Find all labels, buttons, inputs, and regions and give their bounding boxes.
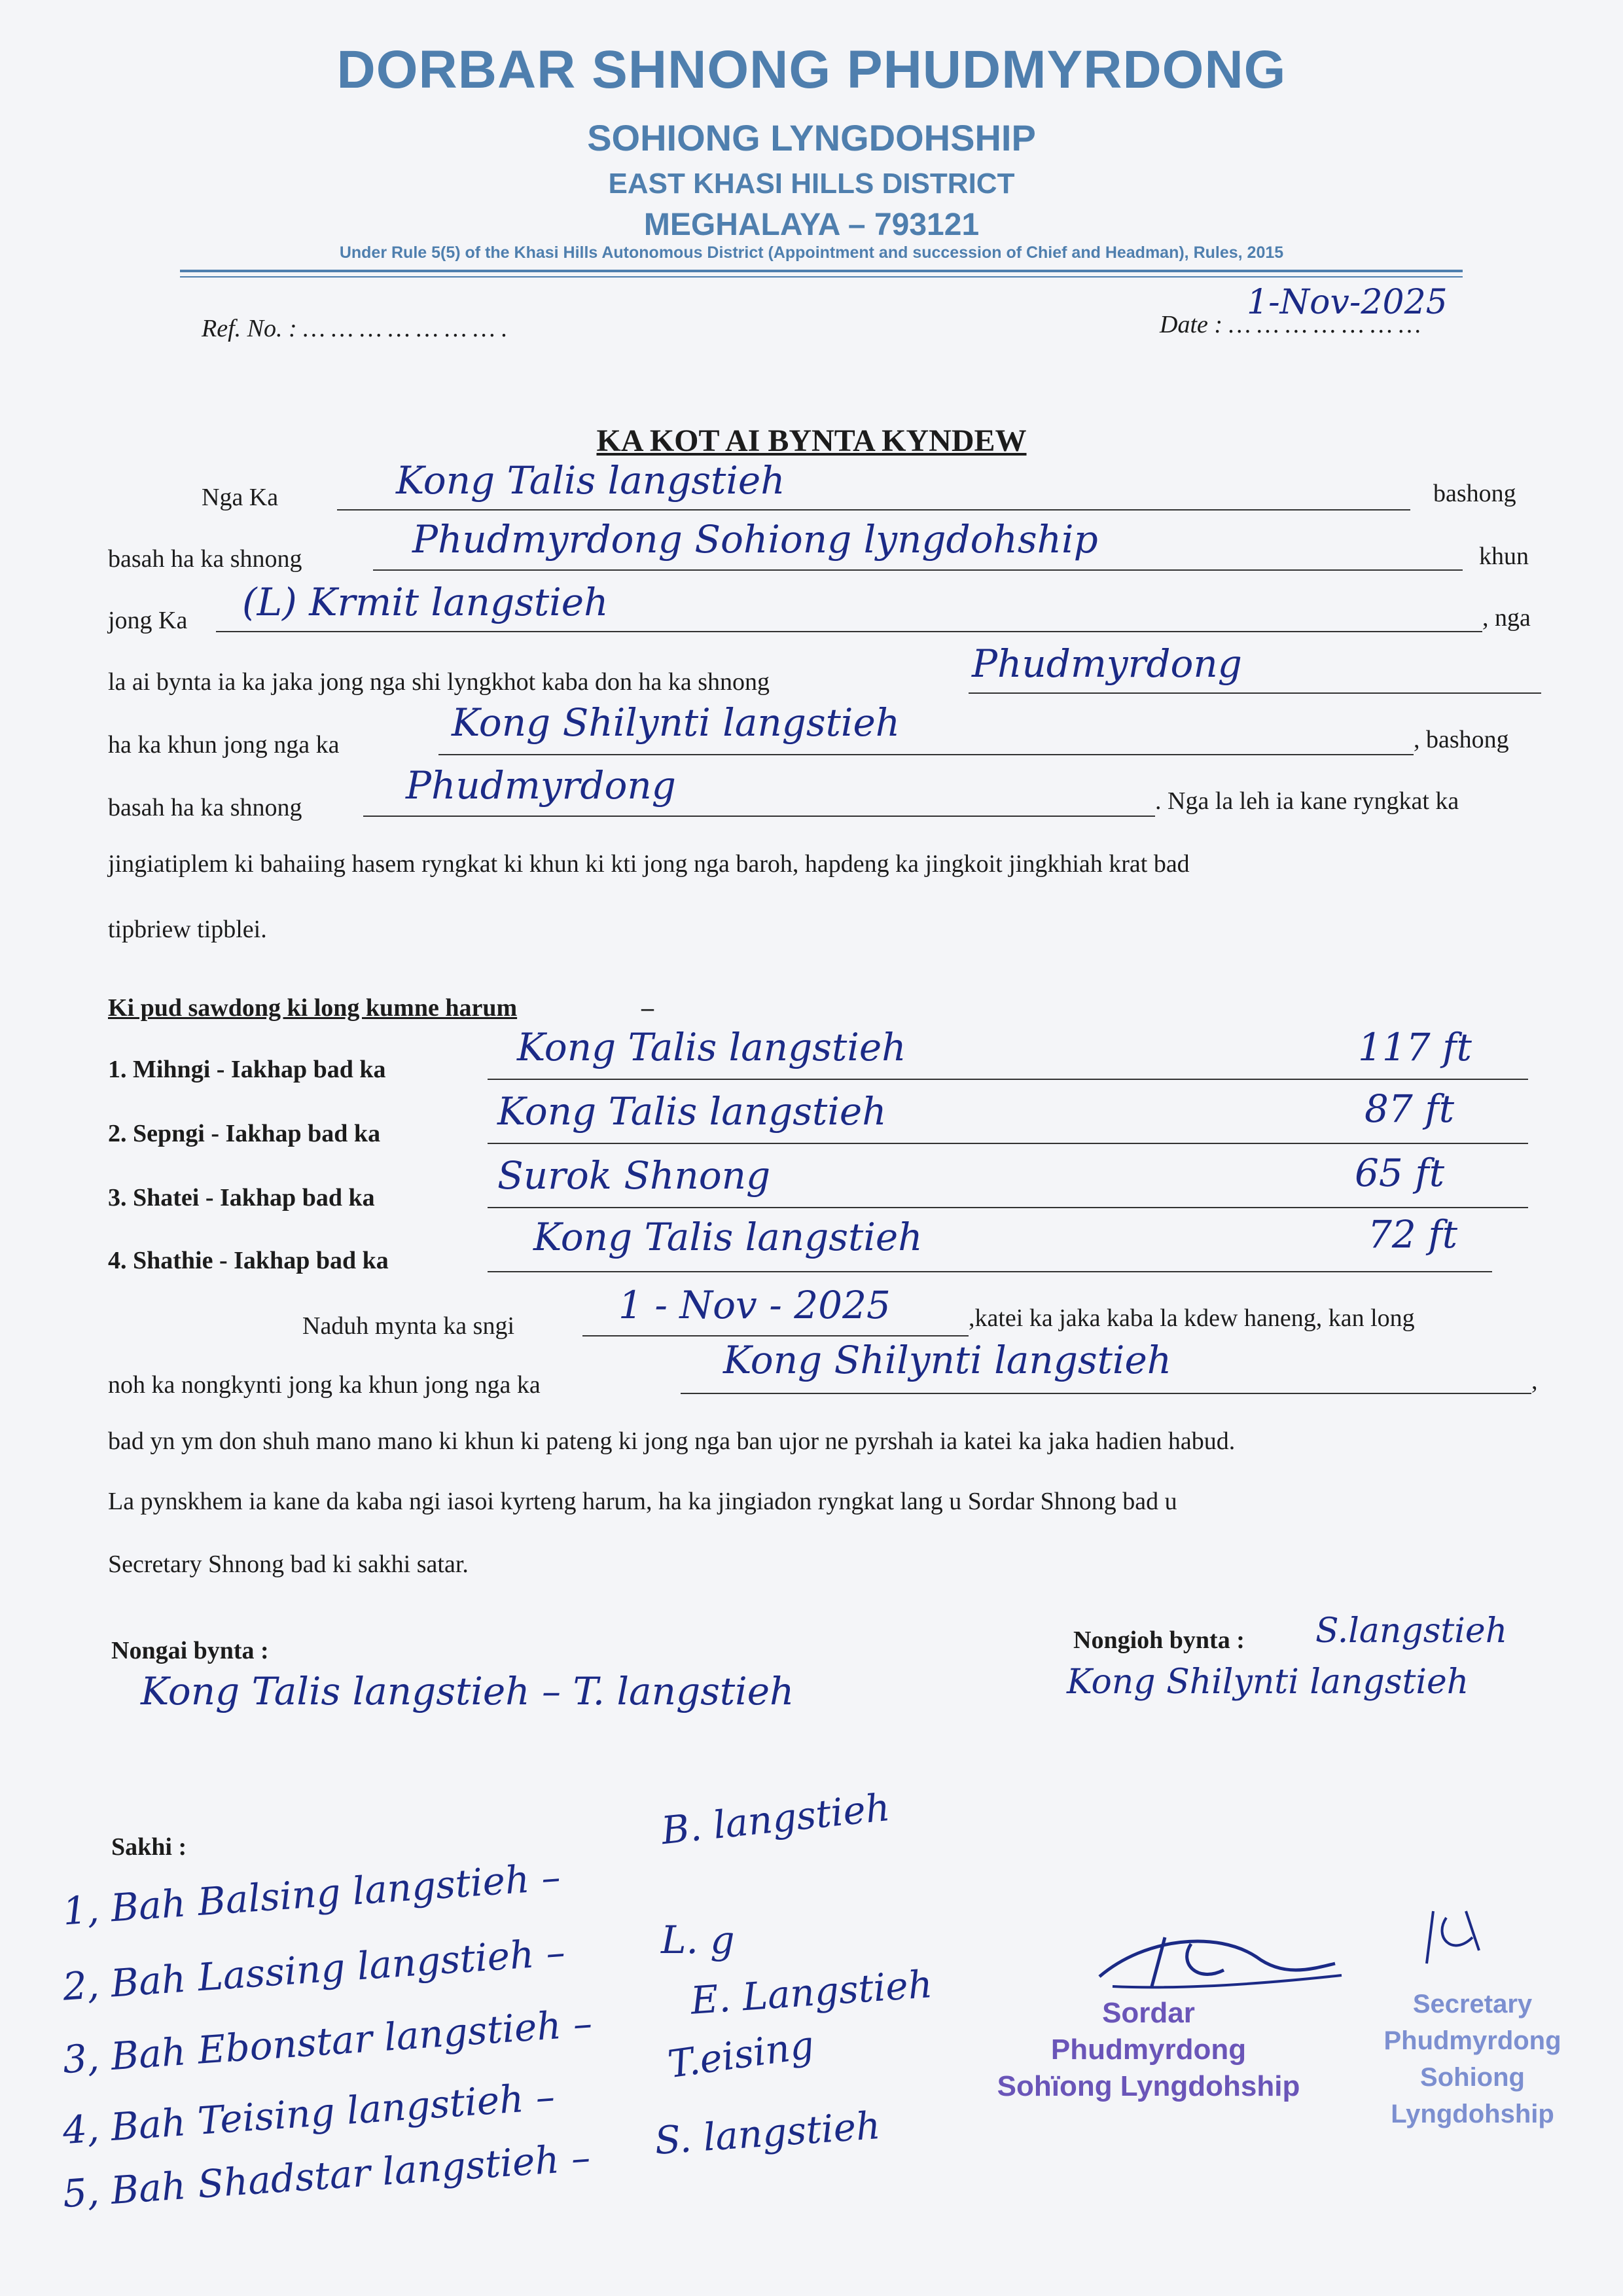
secretary-stamp-line2: Phudmyrdong [1383,2026,1561,2055]
letterhead-rule-reference: Under Rule 5(5) of the Khasi Hills Autonomous District (Appointment and succession of Chief and Headman), Rules, 2015 [339,243,1284,262]
line4-blank [969,692,1541,694]
witness-1-signature: B. langstieh [659,1784,893,1854]
witness-4-name: 4, Bah Teising langstieh – [61,2073,556,2153]
para-line1-suffix: ,katei ka jaka kaba la kdew haneng, kan long [969,1304,1415,1332]
line1-prefix: Nga Ka [202,484,279,511]
line3-value: (L) Krmit langstieh [242,580,609,624]
boundary-north-value: Surok Shnong [497,1153,771,1198]
boundary-north-measure: 65 ft [1355,1151,1445,1195]
date-label: Date : … … … … … … … [1160,311,1421,338]
witness-1-name: 1, Bah Balsing langstieh – [61,1854,562,1934]
date-value: 1-Nov-2025 [1247,283,1448,322]
line6-blank [363,816,1155,817]
boundary-east-label: 1. Mihngi - Iakhap bad ka [108,1056,386,1083]
line6-suffix: . Nga la leh ia kane ryngkat ka [1155,787,1459,815]
line2-suffix: khun [1479,543,1529,570]
boundary-east-blank [488,1079,1528,1080]
boundary-west-measure: 87 ft [1364,1086,1455,1131]
para-line2-suffix: , [1531,1367,1538,1395]
giver-label: Nongai bynta : [111,1637,269,1664]
boundaries-title: Ki pud sawdong ki long kumne harum [108,994,518,1022]
secretary-stamp-line1: Secretary [1412,1990,1533,2018]
para-line1-value: 1 - Nov - 2025 [618,1283,891,1327]
line4-value: Phudmyrdong [972,641,1242,686]
para-line4-text: La pynskhem ia kane da kaba ngi iasoi kyrteng harum, ha ka jingiadon ryngkat lang u Sordar Shnong bad u [108,1488,1177,1515]
boundary-south-label: 4. Shathie - Iakhap bad ka [108,1247,389,1274]
line3-blank [216,631,1482,632]
letterhead-divider-bottom [180,276,1463,278]
receiver-signature: S.langstieh [1315,1611,1508,1651]
line3-prefix: jong Ka [108,607,188,634]
letterhead-title: DORBAR SHNONG PHUDMYRDONG [336,40,1287,99]
line5-suffix: , bashong [1414,726,1509,753]
witness-5-name: 5, Bah Shadstar langstieh – [61,2134,592,2217]
boundary-east-value: Kong Talis langstieh [517,1025,906,1069]
boundary-south-value: Kong Talis langstieh [533,1215,923,1259]
line1-suffix: bashong [1433,480,1516,507]
secretary-stamp [1335,1986,1610,2132]
para-line3-text: bad yn ym don shuh mano mano ki khun ki pateng ki jong nga ban ujor ne pyrshah ia katei ka jaka hadien habud. [108,1427,1236,1455]
para-line5-text: Secretary Shnong bad ki sakhi satar. [108,1551,469,1578]
ref-number-label: Ref. No. : … … … … … … … . [202,315,508,342]
line1-blank [337,509,1410,511]
boundary-north-blank [488,1207,1528,1208]
boundary-north-label: 3. Shatei - Iakhap bad ka [108,1184,375,1211]
line8-text: tipbriew tipblei. [108,916,267,943]
line2-value: Phudmyrdong Sohiong lyngdohship [412,517,1098,562]
line2-blank [373,569,1463,571]
boundaries-title-dash: – [641,994,654,1022]
sordar-signature-mark [1086,1924,1348,2003]
boundary-east-measure: 117 ft [1358,1025,1472,1069]
para-line2-blank [681,1393,1531,1394]
para-line2-prefix: noh ka nongkynti jong ka khun jong nga ka [108,1371,541,1399]
secretary-stamp-line3: Sohiong Lyngdohship [1391,2063,1554,2128]
boundary-west-value: Kong Talis langstieh [497,1089,887,1134]
secretary-signature-mark [1407,1898,1492,1977]
document-heading: KA KOT AI BYNTA KYNDEW [596,423,1027,458]
boundary-south-blank [488,1271,1492,1272]
witness-2-signature: L. g [661,1918,735,1962]
letterhead-subtitle-district: EAST KHASI HILLS DISTRICT [608,168,1015,200]
letterhead-subtitle-lyngdohship: SOHIONG LYNGDOHSHIP [587,117,1036,158]
boundary-south-measure: 72 ft [1368,1212,1458,1257]
witness-4-signature: T.eising [665,2022,817,2087]
sordar-stamp-line3: Sohïong Lyngdohship [997,2070,1300,2102]
letterhead-subtitle-state: MEGHALAYA – 793121 [643,207,980,242]
line5-blank [438,754,1414,755]
para-line1-prefix: Naduh mynta ka sngi [302,1312,515,1340]
sordar-stamp-line2: Phudmyrdong [1050,2034,1247,2066]
letterhead-divider-top [180,270,1463,272]
witness-2-name: 2, Bah Lassing langstieh – [61,1929,567,2009]
line3-suffix: , nga [1482,604,1531,632]
witness-5-signature: S. langstieh [653,2103,882,2163]
boundary-west-label: 2. Sepngi - Iakhap bad ka [108,1120,381,1147]
line1-value: Kong Talis langstieh [396,458,785,503]
para-line1-blank [582,1335,969,1336]
giver-signature: Kong Talis langstieh – T. langstieh [141,1669,794,1713]
line7-text: jingiatiplem ki bahaiing hasem ryngkat ki khun ki kti jong nga baroh, hapdeng ka jingkoit jingkhiah krat bad [108,850,1190,878]
boundary-west-blank [488,1143,1528,1144]
line6-value: Phudmyrdong [406,763,676,808]
line6-prefix: basah ha ka shnong [108,794,302,821]
line5-prefix: ha ka khun jong nga ka [108,731,340,759]
sordar-stamp-line1: Sordar [1102,1997,1195,2029]
sordar-stamp [975,1995,1322,2105]
receiver-name: Kong Shilynti langstieh [1067,1662,1469,1702]
para-line2-value: Kong Shilynti langstieh [723,1338,1172,1382]
witness-3-signature: E. Langstieh [689,1962,935,2023]
line5-value: Kong Shilynti langstieh [452,700,901,745]
line2-prefix: basah ha ka shnong [108,545,302,573]
receiver-label: Nongioh bynta : [1073,1626,1245,1654]
witness-3-name: 3, Bah Ebonstar langstieh – [61,2000,594,2083]
witnesses-label: Sakhi : [111,1833,187,1861]
line4-prefix: la ai bynta ia ka jaka jong nga shi lyngkhot kaba don ha ka shnong [108,668,770,696]
